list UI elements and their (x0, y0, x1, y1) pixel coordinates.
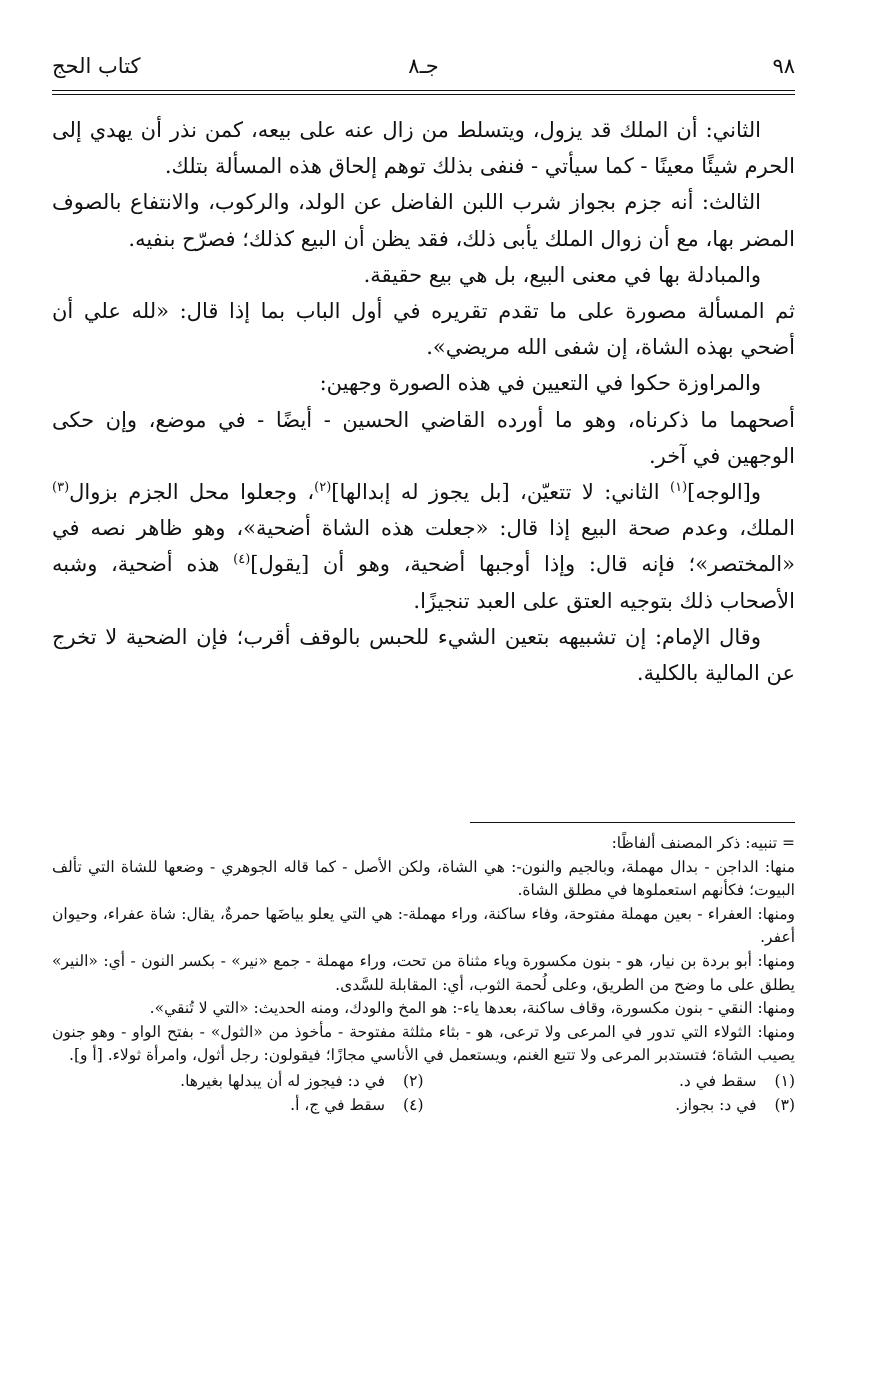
paragraph: وقال الإمام: إن تشبيهه بتعين الشيء للحبس بالوقف أقرب؛ فإن الضحية لا تخرج عن المالية بالكلية. (52, 624, 795, 686)
numbered-footnotes (52, 1070, 795, 1117)
text-span: ، وجعلوا محل الجزم بزوال (69, 480, 315, 505)
paragraph: الثالث: أنه جزم بجواز شرب اللبن الفاضل عن الولد، والركوب، والانتفاع بالصوف المضر بها، مع أن زوال الملك يأبى ذلك، فقد يظن أن البيع كذلك؛ فصرّح بنفيه. (52, 190, 795, 251)
footnote-ref: (٢) (314, 480, 332, 496)
paragraph: والمراوزة حكوا في التعيين في هذه الصورة وجهين: (319, 371, 761, 396)
footnote-line: ومنها: الثولاء التي تدور في المرعى ولا ترعى، هو - بثاء مثلثة مفتوحة - مأخوذ من «الثول» - بفتح الواو - وهو جنون يصيب الشاة؛ فتستدبر المرعى ولا تتبع الغنم، ويستعمل في الأناسي مجازًا؛ فيقولون: رجل أثول، وامرأة ثولاء. [أ و]. (52, 1022, 795, 1065)
footnote-1 (424, 1070, 796, 1094)
text-span: الثاني: لا تتعيّن، [بل يجوز له إبدالها] (331, 480, 671, 505)
footnote-4 (52, 1094, 424, 1118)
footnote-number: (١) (774, 1071, 795, 1090)
paragraph: والمبادلة بها في معنى البيع، بل هي بيع حقيقة. (363, 262, 761, 287)
paragraph: أصحهما ما ذكرناه، وهو ما أورده القاضي الحسين - أيضًا - في موضع، وإن حكى الوجهين في آخر. (52, 407, 795, 468)
text-span: و[الوجه] (687, 480, 762, 505)
book-page (52, 48, 795, 1114)
footnote-ref: (٣) (52, 480, 70, 496)
footnote-text: في د: بجواز. (675, 1095, 757, 1114)
text-span: هذه أضحية، وشبه الأصحاب ذلك بتوجيه العتق على العبد تنجيزًا. (52, 552, 795, 613)
footnote-separator (470, 822, 795, 823)
footnote-text: سقط في د. (678, 1071, 757, 1090)
footnote-3 (424, 1094, 796, 1118)
paragraph-with-footnote-refs (52, 474, 795, 619)
footnote-line: ومنها: النقي - بنون مكسورة، وقاف ساكنة، بعدها ياء-: هو المخ والودك، ومنه الحديث: «التي لا تُنقي». (149, 999, 795, 1018)
book-title: كتاب الحج (52, 54, 141, 78)
footnote-text: سقط في ج، أ. (290, 1095, 386, 1114)
text-span: الملك، وعدم صحة البيع إذا قال: «جعلت هذه الشاة أضحية»، وهو ظاهر نصه في «المختصر»؛ فإنه قال: وإذا أوجبها أضحية، وهو أن [يقول] (52, 516, 795, 577)
header-rule-bottom (52, 94, 795, 95)
footnote-number: (٢) (403, 1071, 424, 1090)
footnotes (52, 832, 795, 1117)
footnote-line: ومنها: العفراء - بعين مهملة مفتوحة، وفاء ساكنة، وراء مهملة-: هي التي يعلو بياضَها حمرةٌ، يقال: شاة عفراء، وحيوان أعفر. (52, 904, 795, 947)
footnote-line: منها: الداجن - بدال مهملة، وبالجيم والنون-: هي الشاة، ولكن الأصل - كما قاله الجوهري - وضعها للشاة التي تألف البيوت؛ فكأنهم استعملوها في مطلق الشاة. (52, 857, 795, 900)
volume-label: جـ٨ (408, 54, 439, 78)
footnote-number: (٣) (774, 1095, 795, 1114)
paragraph: الثاني: أن الملك قد يزول، ويتسلط من زال عنه على بيعه، كمن نذر أن يهدي إلى الحرم شيئًا معينًا - كما سيأتي - فنفى بذلك توهم إلحاق هذه المسألة بتلك. (52, 118, 795, 179)
footnote-line: = تنبيه: ذكر المصنف ألفاظًا: (611, 834, 795, 852)
footnote-text: في د: فيجوز له أن يبدلها بغيرها. (180, 1071, 386, 1090)
footnote-number: (٤) (403, 1095, 424, 1114)
footnote-2 (52, 1070, 424, 1094)
footnote-ref: (٤) (233, 552, 251, 568)
header-rule-top (52, 90, 795, 91)
main-text (52, 112, 795, 691)
footnote-line: ومنها: أبو بردة بن نيار، هو - بنون مكسورة وياء مثناة من تحت، وراء مهملة - جمع «نير» - بكسر النون - أي: «النير» يطلق على ما وضح من الطريق، وعلى لُحمة الثوب، أي: المقابلة للسَّدى. (52, 951, 795, 994)
page-number: ٩٨ (772, 54, 795, 78)
page-header (52, 48, 795, 88)
paragraph: ثم المسألة مصورة على ما تقدم تقريره في أول الباب بما إذا قال: «لله علي أن أضحي بهذه الشاة، إن شفى الله مريضي». (52, 299, 795, 360)
footnote-ref: (١) (670, 480, 688, 496)
